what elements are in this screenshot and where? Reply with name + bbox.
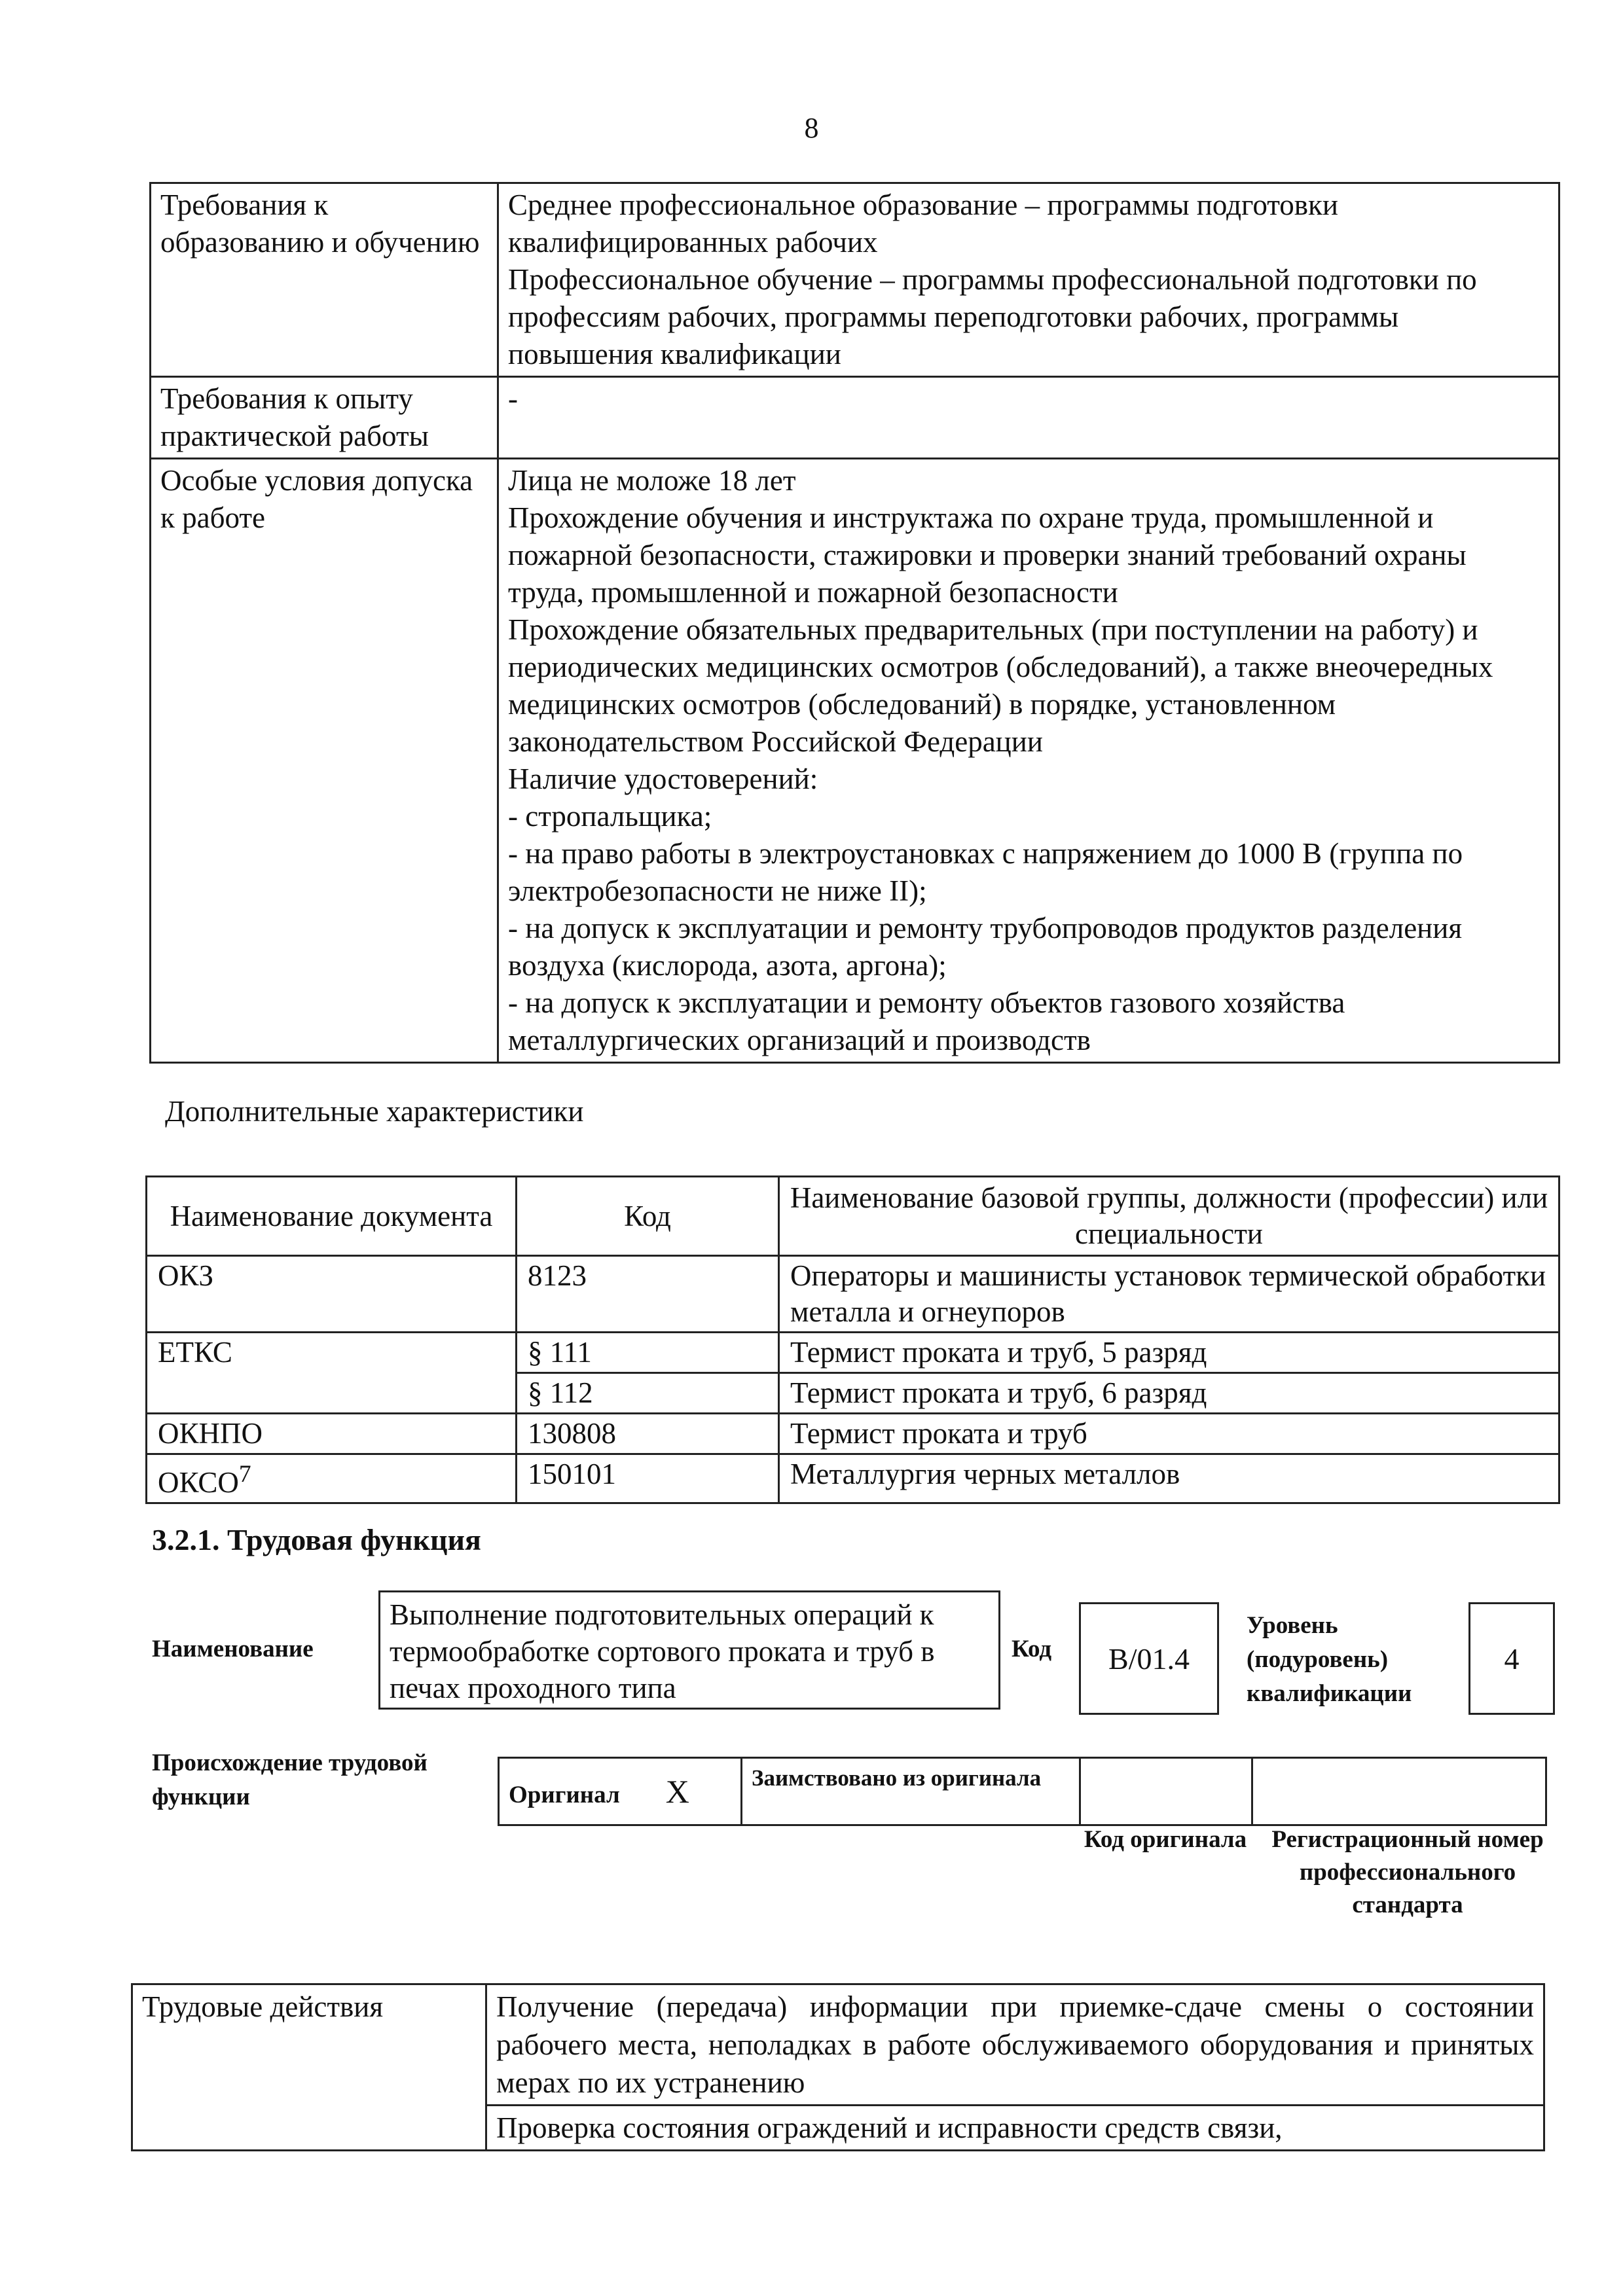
- text-line: - стропальщика;: [508, 800, 712, 833]
- origin-table: [498, 1757, 1547, 1826]
- origin-mark: X: [665, 1773, 689, 1810]
- name-cell: Операторы и машинисты установок термической обработки металла и огнеупоров: [779, 1256, 1559, 1333]
- code-cell: § 112: [517, 1373, 779, 1414]
- column-header: Наименование документа: [147, 1177, 517, 1256]
- table-row: [132, 1984, 1544, 2106]
- section-title-additional: Дополнительные характеристики: [165, 1095, 584, 1128]
- reg-number-caption: Регистрационный номер профессионального стандарта: [1271, 1826, 1544, 1918]
- table-row: [151, 459, 1559, 1063]
- origin-original-cell: [499, 1758, 742, 1825]
- doc-cell: [147, 1454, 517, 1503]
- code-cell: § 111: [517, 1333, 779, 1373]
- text-line: Наличие удостоверений:: [508, 762, 818, 795]
- code-cell: 150101: [517, 1454, 779, 1503]
- qualification-level-label: Уровень (подуровень) квалификации: [1247, 1612, 1412, 1707]
- function-name-label: Наименование: [152, 1636, 314, 1662]
- function-code-value: B/01.4: [1079, 1602, 1219, 1715]
- row-label-conditions: Особые условия допуска к работе: [151, 459, 498, 1063]
- text-line: Лица не моложе 18 лет: [508, 464, 796, 497]
- text-line: - на допуск к эксплуатации и ремонту трубопроводов продуктов разделения воздуха (кислорода, азота, аргона);: [508, 912, 1463, 982]
- action-item: Получение (передача) информации при приемке-сдаче смены о состоянии рабочего места, неполадках в работе обслуживаемого оборудования и принятых мерах по их устранению: [486, 1984, 1544, 2106]
- table-row: [147, 1256, 1559, 1333]
- doc-cell: ОКЗ: [147, 1256, 517, 1333]
- original-code-cell: [1080, 1758, 1252, 1825]
- row-label-experience: Требования к опыту практической работы: [151, 377, 498, 459]
- doc-cell: ЕТКС: [147, 1333, 517, 1414]
- table-header-row: [147, 1177, 1559, 1256]
- table-row: [151, 377, 1559, 459]
- table-row: [147, 1414, 1559, 1454]
- row-value-experience: [498, 377, 1559, 459]
- text-line: Профессиональное обучение – программы профессиональной подготовки по профессиям рабочих, программы переподготовки рабочих, программы повышения квалификации: [508, 263, 1477, 370]
- function-code-label: Код: [1012, 1636, 1052, 1662]
- code-cell: 8123: [517, 1256, 779, 1333]
- table-row: [147, 1454, 1559, 1503]
- column-header: Наименование базовой группы, должности (профессии) или специальности: [779, 1177, 1559, 1256]
- table-row: [151, 183, 1559, 377]
- requirements-table: [149, 182, 1560, 1064]
- reg-number-cell: [1252, 1758, 1546, 1825]
- row-value-education: [498, 183, 1559, 377]
- code-cell: 130808: [517, 1414, 779, 1454]
- text-line: -: [508, 382, 518, 415]
- original-code-caption: Код оригинала: [1084, 1826, 1247, 1853]
- name-cell: Термист проката и труб, 5 разряд: [779, 1333, 1559, 1373]
- actions-label: Трудовые действия: [132, 1984, 486, 2151]
- origin-borrowed-cell: Заимствовано из оригинала: [742, 1758, 1080, 1825]
- table-row: [499, 1758, 1546, 1825]
- row-value-conditions: [498, 459, 1559, 1063]
- qualification-level-value: 4: [1468, 1602, 1555, 1715]
- table-row: [147, 1333, 1559, 1373]
- column-header: Код: [517, 1177, 779, 1256]
- name-cell: Термист проката и труб: [779, 1414, 1559, 1454]
- origin-original-label: Оригинал: [509, 1782, 620, 1808]
- text-line: - на допуск к эксплуатации и ремонту объектов газового хозяйства металлургических организаций и производств: [508, 986, 1345, 1056]
- name-cell: Термист проката и труб, 6 разряд: [779, 1373, 1559, 1414]
- additional-characteristics-table: [145, 1175, 1560, 1504]
- footnote-mark: 7: [238, 1461, 251, 1488]
- name-cell: Металлургия черных металлов: [779, 1454, 1559, 1503]
- text-line: Прохождение обязательных предварительных (при поступлении на работу) и периодических медицинских осмотров (обследований), а также внеочередных медицинских осмотров (обследований) в порядке, установленном законодательством Российской Федерации: [508, 613, 1493, 758]
- text-line: Прохождение обучения и инструктажа по охране труда, промышленной и пожарной безопасности, стажировки и проверки знаний требований охраны труда, промышленной и пожарной безопасности: [508, 501, 1467, 609]
- doc-cell: ОКНПО: [147, 1414, 517, 1454]
- page-number: 8: [804, 112, 819, 144]
- labor-function-title: 3.2.1. Трудовая функция: [152, 1523, 481, 1556]
- function-name-value: Выполнение подготовительных операций к термообработке сортового проката и труб в печах проходного типа: [378, 1590, 1000, 1710]
- function-origin-label: Происхождение трудовой функции: [152, 1749, 428, 1810]
- text-line: - на право работы в электроустановках с напряжением до 1000 В (группа по электробезопасности не ниже II);: [508, 837, 1463, 907]
- action-item: Проверка состояния ограждений и исправности средств связи,: [486, 2106, 1544, 2151]
- doc-name: ОКСО: [158, 1466, 239, 1499]
- text-line: Среднее профессиональное образование – программы подготовки квалифицированных рабочих: [508, 188, 1338, 259]
- labor-actions-table: [131, 1983, 1545, 2151]
- row-label-education: Требования к образованию и обучению: [151, 183, 498, 377]
